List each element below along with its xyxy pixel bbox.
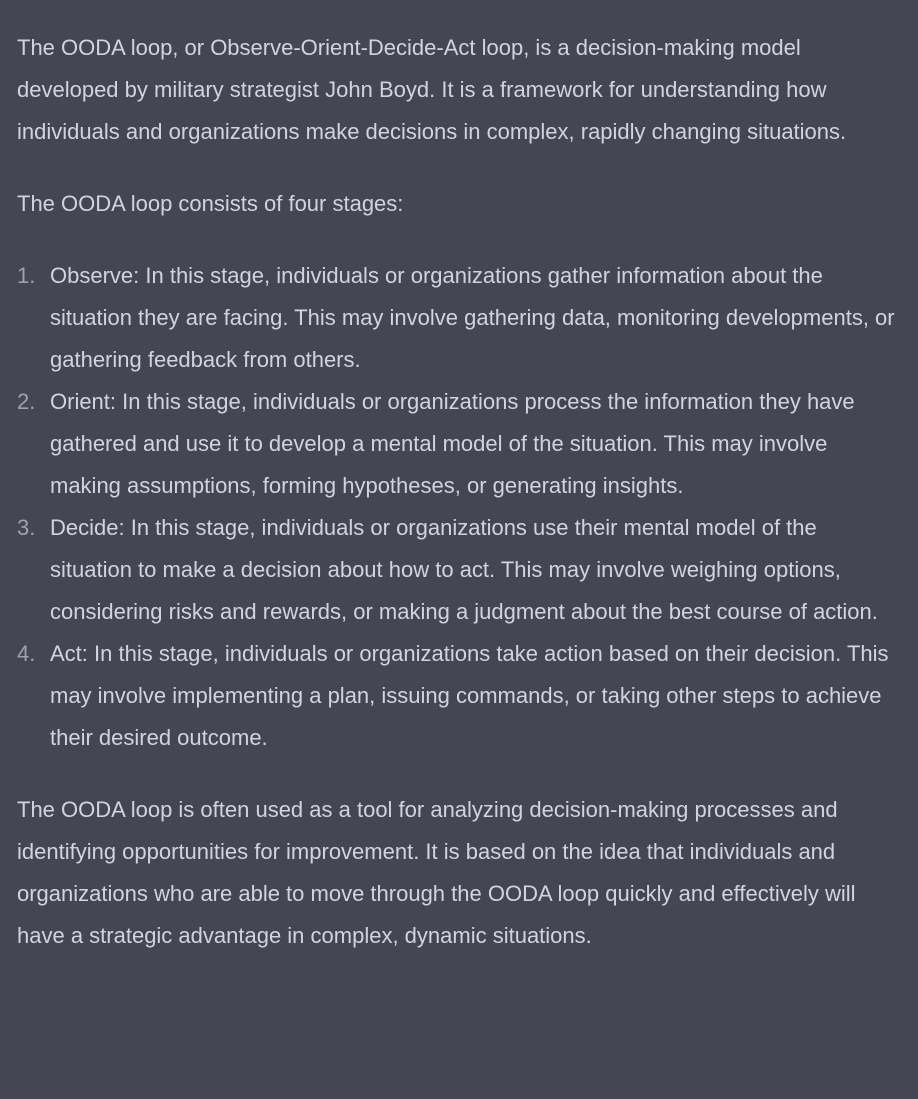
list-item-act [17,633,901,759]
list-item-text: Decide: In this stage, individuals or organizations use their mental model of the situation to make a decision about how to act. This may involve weighing options, considering risks and rewards, or making a judgment about the best course of action. [50,515,878,624]
list-item-number: 3. [17,515,36,540]
stages-intro-paragraph: The OODA loop consists of four stages: [17,191,404,216]
list-item-decide [17,507,901,633]
list-item-orient [17,381,901,507]
conclusion-paragraph: The OODA loop is often used as a tool for analyzing decision-making processes and identifying opportunities for improvement. It is based on the idea that individuals and organizations who are able to move through the OODA loop quickly and effectively will have a strategic advantage in complex, dynamic situations. [17,797,856,948]
list-item-number: 4. [17,641,36,666]
list-item-number: 1. [17,263,36,288]
list-item-number: 2. [17,389,36,414]
list-item-text: Act: In this stage, individuals or organizations take action based on their decision. This may involve implementing a plan, issuing commands, or taking other steps to achieve their desired outcome. [50,641,889,750]
stages-list [17,255,901,759]
intro-paragraph: The OODA loop, or Observe-Orient-Decide-Act loop, is a decision-making model developed by military strategist John Boyd. It is a framework for understanding how individuals and organizations make decisions in complex, rapidly changing situations. [17,35,847,144]
list-item-observe [17,255,901,381]
list-item-text: Observe: In this stage, individuals or organizations gather information about the situation they are facing. This may involve gathering data, monitoring developments, or gathering feedback from others. [50,263,895,372]
list-item-text: Orient: In this stage, individuals or organizations process the information they have gathered and use it to develop a mental model of the situation. This may involve making assumptions, forming hypotheses, or generating insights. [50,389,855,498]
